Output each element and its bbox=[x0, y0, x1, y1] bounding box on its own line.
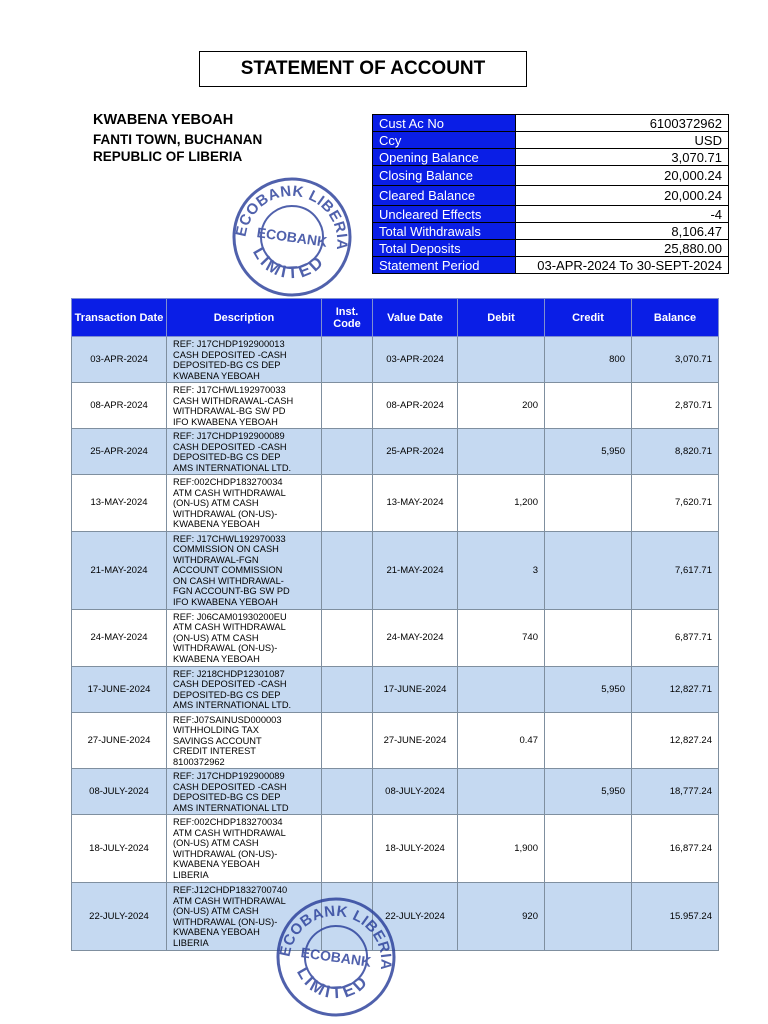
description-line: REF:J12CHDP1832700740 bbox=[173, 885, 288, 895]
description-line: ATM CASH WITHDRAWAL bbox=[173, 827, 286, 838]
customer-name: KWABENA YEBOAH bbox=[93, 112, 234, 128]
description-line: SAVINGS ACCOUNT bbox=[173, 735, 262, 746]
description-line: AMS INTERNATIONAL LTD bbox=[173, 802, 289, 813]
table-row bbox=[72, 429, 719, 475]
ecobank-stamp-top bbox=[228, 176, 356, 298]
summary-row bbox=[373, 223, 729, 240]
column-header: Debit bbox=[458, 299, 545, 337]
balance-cell: 2,870.71 bbox=[632, 383, 719, 429]
credit-cell bbox=[545, 609, 632, 666]
transaction-date-cell: 18-JULY-2024 bbox=[72, 815, 167, 883]
table-row bbox=[72, 531, 719, 609]
transaction-date-cell: 22-JULY-2024 bbox=[72, 883, 167, 951]
customer-address-line1: FANTI TOWN, BUCHANAN bbox=[93, 132, 263, 147]
description-line: DEPOSITED-BG CS DEP bbox=[173, 689, 281, 700]
transaction-date-cell: 17-JUNE-2024 bbox=[72, 666, 167, 712]
description-cell bbox=[167, 666, 322, 712]
description-line: WITHDRAWAL (ON-US)- bbox=[173, 508, 278, 519]
transaction-date-cell: 27-JUNE-2024 bbox=[72, 712, 167, 769]
description-cell bbox=[167, 429, 322, 475]
credit-cell bbox=[545, 712, 632, 769]
summary-label: Total Deposits bbox=[373, 240, 516, 257]
stamp-center-text: ECOBANK bbox=[255, 224, 329, 250]
summary-label: Statement Period bbox=[373, 257, 516, 274]
description-cell bbox=[167, 475, 322, 532]
inst-code-cell bbox=[322, 712, 373, 769]
inst-code-cell bbox=[322, 383, 373, 429]
description-line: FGN ACCOUNT-BG SW PD bbox=[173, 586, 290, 596]
balance-cell: 16,877.24 bbox=[632, 815, 719, 883]
description-line: REF: J17CHDP192900089 bbox=[173, 431, 285, 441]
stamp-top-text: ECOBANK LIBERIA bbox=[276, 902, 395, 971]
description-line: REF:002CHDP183270034 bbox=[173, 477, 283, 487]
description-line: WITHDRAWAL-FGN bbox=[173, 554, 259, 565]
table-row bbox=[72, 337, 719, 383]
description-line: ON CASH WITHDRAWAL- bbox=[173, 575, 284, 586]
balance-cell: 15.957.24 bbox=[632, 883, 719, 951]
description-line: REF: J17CHWL192970033 bbox=[173, 533, 286, 544]
table-row bbox=[72, 769, 719, 815]
transaction-date-cell: 24-MAY-2024 bbox=[72, 609, 167, 666]
description-line: (ON-US) ATM CASH bbox=[173, 498, 259, 508]
value-date-cell: 18-JULY-2024 bbox=[373, 815, 458, 883]
inst-code-cell bbox=[322, 609, 373, 666]
inst-code-cell bbox=[322, 429, 373, 475]
column-header: Inst. Code bbox=[322, 299, 373, 337]
table-row bbox=[72, 712, 719, 769]
description-line: (ON-US) ATM CASH bbox=[173, 838, 259, 848]
debit-cell: 0.47 bbox=[458, 712, 545, 769]
summary-value: 03-APR-2024 To 30-SEPT-2024 bbox=[516, 257, 729, 274]
balance-cell: 6,877.71 bbox=[632, 609, 719, 666]
summary-label: Ccy bbox=[373, 132, 516, 149]
description-line: CASH DEPOSITED -CASH bbox=[173, 441, 287, 452]
value-date-cell: 08-APR-2024 bbox=[373, 383, 458, 429]
transaction-date-cell: 08-JULY-2024 bbox=[72, 769, 167, 815]
transaction-date-cell: 08-APR-2024 bbox=[72, 383, 167, 429]
description-line: AMS INTERNATIONAL LTD. bbox=[173, 700, 292, 710]
description-line: KWABENA YEBOAH bbox=[173, 370, 260, 381]
summary-value: USD bbox=[516, 132, 729, 149]
description-line: (ON-US) ATM CASH bbox=[173, 906, 259, 916]
table-row bbox=[72, 383, 719, 429]
table-row bbox=[72, 475, 719, 532]
description-line: REF: J17CHDP192900013 bbox=[173, 339, 285, 349]
balance-cell: 12,827.71 bbox=[632, 666, 719, 712]
inst-code-cell bbox=[322, 475, 373, 532]
inst-code-cell bbox=[322, 337, 373, 383]
summary-row bbox=[373, 186, 729, 206]
description-line: LIBERIA bbox=[173, 869, 209, 880]
credit-cell: 800 bbox=[545, 337, 632, 383]
description-line: KWABENA YEBOAH bbox=[173, 927, 260, 937]
balance-cell: 8,820.71 bbox=[632, 429, 719, 475]
customer-block bbox=[93, 112, 262, 165]
summary-row bbox=[373, 132, 729, 149]
description-cell bbox=[167, 609, 322, 666]
value-date-cell: 25-APR-2024 bbox=[373, 429, 458, 475]
description-line: KWABENA YEBOAH bbox=[173, 653, 260, 664]
description-line: REF:J07SAINUSD000003 bbox=[173, 714, 282, 725]
description-line: DEPOSITED-BG CS DEP bbox=[173, 792, 281, 802]
debit-cell bbox=[458, 666, 545, 712]
transaction-date-cell: 13-MAY-2024 bbox=[72, 475, 167, 532]
column-header: Credit bbox=[545, 299, 632, 337]
debit-cell: 200 bbox=[458, 383, 545, 429]
credit-cell: 5,950 bbox=[545, 769, 632, 815]
transaction-date-cell: 21-MAY-2024 bbox=[72, 531, 167, 609]
summary-row bbox=[373, 240, 729, 257]
column-header: Description bbox=[167, 299, 322, 337]
value-date-cell: 13-MAY-2024 bbox=[373, 475, 458, 532]
summary-value: 25,880.00 bbox=[516, 240, 729, 257]
description-line: CASH DEPOSITED -CASH bbox=[173, 679, 287, 689]
debit-cell bbox=[458, 337, 545, 383]
description-line: DEPOSITED-BG CS DEP bbox=[173, 452, 281, 462]
description-line: 8100372962 bbox=[173, 756, 225, 767]
summary-row bbox=[373, 257, 729, 274]
account-summary-table bbox=[372, 114, 729, 274]
credit-cell bbox=[545, 815, 632, 883]
description-line: CASH DEPOSITED -CASH bbox=[173, 781, 287, 792]
description-line: WITHHOLDING TAX bbox=[173, 725, 259, 735]
value-date-cell: 24-MAY-2024 bbox=[373, 609, 458, 666]
description-line: REF: J06CAM01930200EU bbox=[173, 611, 287, 622]
credit-cell bbox=[545, 531, 632, 609]
summary-value: 3,070.71 bbox=[516, 149, 729, 166]
summary-row bbox=[373, 166, 729, 186]
description-line: COMMISSION ON CASH bbox=[173, 544, 279, 554]
description-cell bbox=[167, 815, 322, 883]
summary-row bbox=[373, 206, 729, 223]
credit-cell bbox=[545, 383, 632, 429]
summary-value: 8,106.47 bbox=[516, 223, 729, 240]
description-line: LIBERIA bbox=[173, 937, 209, 948]
description-cell bbox=[167, 383, 322, 429]
value-date-cell: 22-JULY-2024 bbox=[373, 883, 458, 951]
debit-cell: 1,900 bbox=[458, 815, 545, 883]
description-line: KWABENA YEBOAH bbox=[173, 859, 260, 869]
description-line: REF: J17CHWL192970033 bbox=[173, 385, 286, 395]
ecobank-stamp-bottom bbox=[272, 896, 400, 1018]
debit-cell bbox=[458, 769, 545, 815]
description-line: KWABENA YEBOAH bbox=[173, 519, 260, 529]
description-cell bbox=[167, 712, 322, 769]
debit-cell: 920 bbox=[458, 883, 545, 951]
stamp-center-text: ECOBANK bbox=[299, 944, 373, 970]
description-cell bbox=[167, 531, 322, 609]
description-line: CREDIT INTEREST bbox=[173, 746, 256, 756]
description-cell bbox=[167, 769, 322, 815]
summary-row bbox=[373, 149, 729, 166]
description-line: CASH DEPOSITED -CASH bbox=[173, 349, 287, 360]
summary-label: Total Withdrawals bbox=[373, 223, 516, 240]
description-line: WITHDRAWAL (ON-US)- bbox=[173, 848, 278, 859]
summary-label: Cust Ac No bbox=[373, 115, 516, 132]
balance-cell: 7,617.71 bbox=[632, 531, 719, 609]
description-line: ATM CASH WITHDRAWAL bbox=[173, 895, 286, 906]
stamp-top-text: ECOBANK LIBERIA bbox=[232, 182, 351, 251]
description-line: IFO KWABENA YEBOAH bbox=[173, 596, 278, 607]
credit-cell: 5,950 bbox=[545, 666, 632, 712]
value-date-cell: 17-JUNE-2024 bbox=[373, 666, 458, 712]
description-line: (ON-US) ATM CASH bbox=[173, 632, 259, 643]
description-line: IFO KWABENA YEBOAH bbox=[173, 416, 278, 427]
credit-cell bbox=[545, 475, 632, 532]
description-line: CASH WITHDRAWAL-CASH bbox=[173, 395, 294, 406]
value-date-cell: 21-MAY-2024 bbox=[373, 531, 458, 609]
column-header: Balance bbox=[632, 299, 719, 337]
description-line: AMS INTERNATIONAL LTD. bbox=[173, 462, 292, 473]
value-date-cell: 03-APR-2024 bbox=[373, 337, 458, 383]
column-header: Transaction Date bbox=[72, 299, 167, 337]
description-line: WITHDRAWAL (ON-US)- bbox=[173, 643, 278, 653]
description-line: ATM CASH WITHDRAWAL bbox=[173, 487, 286, 498]
summary-label: Closing Balance bbox=[373, 166, 516, 186]
description-line: ATM CASH WITHDRAWAL bbox=[173, 622, 286, 632]
summary-label: Opening Balance bbox=[373, 149, 516, 166]
balance-cell: 7,620.71 bbox=[632, 475, 719, 532]
balance-cell: 12,827.24 bbox=[632, 712, 719, 769]
table-header-row bbox=[72, 299, 719, 337]
description-cell bbox=[167, 337, 322, 383]
debit-cell: 740 bbox=[458, 609, 545, 666]
summary-label: Uncleared Effects bbox=[373, 206, 516, 223]
balance-cell: 18,777.24 bbox=[632, 769, 719, 815]
description-line: WITHDRAWAL-BG SW PD bbox=[173, 406, 286, 416]
description-line: REF: J218CHDP12301087 bbox=[173, 668, 285, 679]
debit-cell: 3 bbox=[458, 531, 545, 609]
description-line: REF:002CHDP183270034 bbox=[173, 817, 283, 827]
summary-value: 20,000.24 bbox=[516, 166, 729, 186]
stamp-bottom-text: LIMITED bbox=[292, 963, 373, 1003]
description-line: ACCOUNT COMMISSION bbox=[173, 565, 283, 575]
table-row bbox=[72, 815, 719, 883]
credit-cell: 5,950 bbox=[545, 429, 632, 475]
credit-cell bbox=[545, 883, 632, 951]
summary-value: 20,000.24 bbox=[516, 186, 729, 206]
inst-code-cell bbox=[322, 815, 373, 883]
inst-code-cell bbox=[322, 531, 373, 609]
inst-code-cell bbox=[322, 769, 373, 815]
description-line: WITHDRAWAL (ON-US)- bbox=[173, 916, 278, 927]
inst-code-cell bbox=[322, 666, 373, 712]
table-row bbox=[72, 666, 719, 712]
debit-cell bbox=[458, 429, 545, 475]
table-row bbox=[72, 609, 719, 666]
summary-label: Cleared Balance bbox=[373, 186, 516, 206]
summary-value: 6100372962 bbox=[516, 115, 729, 132]
summary-value: -4 bbox=[516, 206, 729, 223]
stamp-bottom-text: LIMITED bbox=[248, 243, 329, 283]
description-line: DEPOSITED-BG CS DEP bbox=[173, 360, 281, 370]
column-header: Value Date bbox=[373, 299, 458, 337]
description-line: REF: J17CHDP192900089 bbox=[173, 771, 285, 781]
transaction-date-cell: 25-APR-2024 bbox=[72, 429, 167, 475]
summary-row bbox=[373, 115, 729, 132]
value-date-cell: 08-JULY-2024 bbox=[373, 769, 458, 815]
value-date-cell: 27-JUNE-2024 bbox=[373, 712, 458, 769]
transaction-date-cell: 03-APR-2024 bbox=[72, 337, 167, 383]
debit-cell: 1,200 bbox=[458, 475, 545, 532]
transactions-table bbox=[71, 298, 719, 951]
balance-cell: 3,070.71 bbox=[632, 337, 719, 383]
statement-title: STATEMENT OF ACCOUNT bbox=[199, 51, 527, 87]
customer-address-line2: REPUBLIC OF LIBERIA bbox=[93, 149, 243, 164]
